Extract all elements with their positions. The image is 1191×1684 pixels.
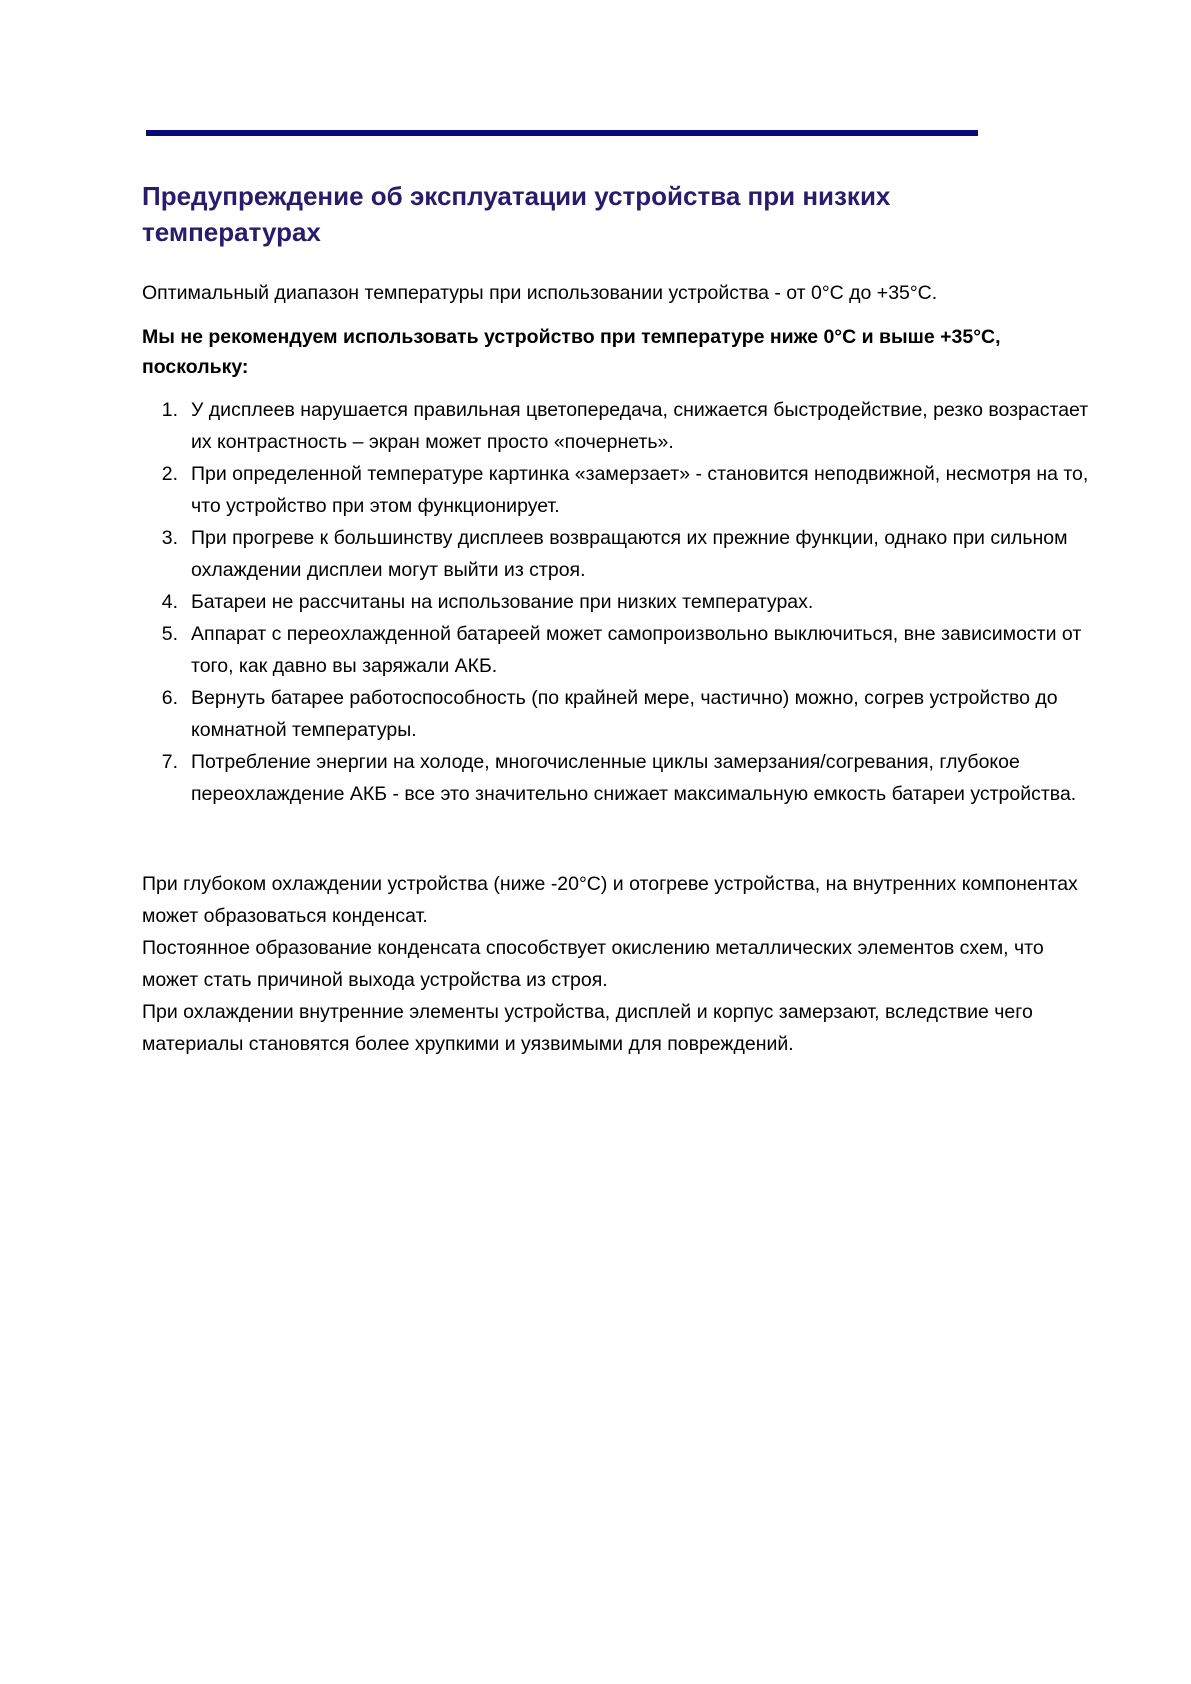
list-item-text: Потребление энергии на холоде, многочисленные циклы замерзания/согревания, глубокое переохлаждение АКБ - все это значительно снижает максимальную емкость батареи устройства. bbox=[191, 751, 1077, 805]
closing-paragraph: При охлаждении внутренние элементы устройства, дисплей и корпус замерзают, вследствие чего материалы становятся более хрупкими и уязвимыми для повреждений. bbox=[142, 1001, 1033, 1055]
closing-paragraphs bbox=[142, 868, 1102, 1060]
list-item-text: Аппарат с переохлажденной батареей может самопроизвольно выключиться, вне зависимости от того, как давно вы заряжали АКБ. bbox=[191, 623, 1082, 677]
list-item-text: При определенной температуре картинка «замерзает» - становится неподвижной, несмотря на то, что устройство при этом функционирует. bbox=[191, 463, 1089, 517]
list-number: 2. bbox=[161, 463, 178, 485]
list-item bbox=[142, 618, 1102, 682]
list-number: 6. bbox=[161, 687, 178, 709]
list-item bbox=[142, 522, 1102, 586]
closing-paragraph: При глубоком охлаждении устройства (ниже -20°C) и отогреве устройства, на внутренних компонентах может образоваться конденсат. bbox=[142, 873, 1078, 927]
list-item bbox=[142, 458, 1102, 522]
list-number: 1. bbox=[161, 399, 178, 421]
list-number: 4. bbox=[161, 591, 178, 613]
warning-paragraph: Мы не рекомендуем использовать устройство при температуре ниже 0°C и выше +35°C, поскольку: bbox=[142, 326, 1001, 378]
list-item bbox=[142, 746, 1102, 810]
list-item-text: При прогреве к большинству дисплеев возвращаются их прежние функции, однако при сильном охлаждении дисплеи могут выйти из строя. bbox=[191, 527, 1068, 581]
list-number: 5. bbox=[161, 623, 178, 645]
list-item bbox=[142, 682, 1102, 746]
list-item bbox=[142, 394, 1102, 458]
list-item bbox=[142, 586, 1102, 618]
list-number: 7. bbox=[161, 751, 178, 773]
list-item-text: Вернуть батарее работоспособность (по крайней мере, частично) можно, согрев устройство до комнатной температуры. bbox=[191, 687, 1058, 741]
page-title: Предупреждение об эксплуатации устройства при низких температурах bbox=[142, 181, 891, 247]
closing-paragraph: Постоянное образование конденсата способствует окислению металлических элементов схем, что может стать причиной выхода устройства из строя. bbox=[142, 937, 1044, 991]
reasons-list bbox=[142, 394, 1102, 810]
list-item-text: У дисплеев нарушается правильная цветопередача, снижается быстродействие, резко возрастает их контрастность – экран может просто «почернеть». bbox=[191, 399, 1089, 453]
list-number: 3. bbox=[161, 527, 178, 549]
header-rule bbox=[146, 130, 978, 136]
intro-paragraph: Оптимальный диапазон температуры при использовании устройства - от 0°C до +35°C. bbox=[142, 282, 938, 304]
list-item-text: Батареи не рассчитаны на использование при низких температурах. bbox=[191, 591, 814, 613]
